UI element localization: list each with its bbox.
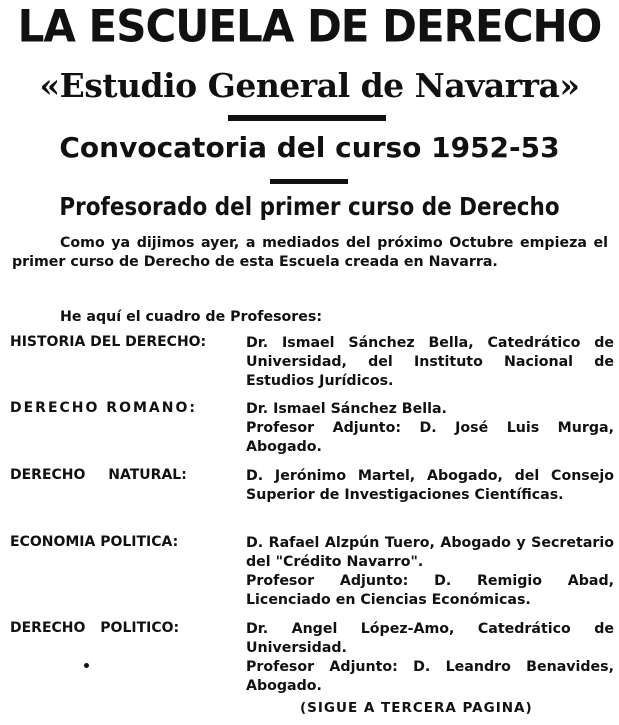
continuation-note: (SIGUE A TERCERA PAGINA) bbox=[300, 700, 533, 716]
divider-rule-small bbox=[270, 179, 348, 184]
subject-name: HISTORIA DEL DERECHO: bbox=[10, 334, 207, 350]
professor-line: D. Rafael Alzpún Tuero, Abogado y Secretario del "Crédito Navarro". bbox=[246, 535, 614, 570]
professor-line: D. Jerónimo Martel, Abogado, del Consejo Superior de Investigaciones Científicas. bbox=[246, 468, 614, 503]
subject-name: DERECHO NATURAL: bbox=[10, 467, 187, 483]
adjunct-line: Profesor Adjunto: D. Remigio Abad, Licenciado en Ciencias Económicas. bbox=[246, 573, 614, 608]
adjunct-line: Profesor Adjunto: D. Leandro Benavides, Abogado. bbox=[246, 659, 614, 694]
subject-description bbox=[246, 334, 614, 391]
subject-description bbox=[246, 467, 614, 505]
subheadline: «Estudio General de Navarra» bbox=[39, 66, 580, 105]
subject-name: DERECHO POLITICO: bbox=[10, 620, 180, 636]
convocatoria-title: Convocatoria del curso 1952-53 bbox=[59, 131, 560, 164]
adjunct-line: Profesor Adjunto: D. José Luis Murga, Abogado. bbox=[246, 420, 614, 455]
ink-speck bbox=[84, 663, 89, 668]
professor-line: Dr. Ismael Sánchez Bella. bbox=[246, 401, 447, 417]
section-title: Profesorado del primer curso de Derecho bbox=[59, 192, 560, 221]
professor-line: Dr. Angel López-Amo, Catedrático de Universidad. bbox=[246, 621, 614, 656]
intro-paragraph: Como ya dijimos ayer, a mediados del próximo Octubre empieza el primer curso de Derecho de esta Escuela creada en Navarra. bbox=[12, 235, 608, 270]
subject-name: ECONOMIA POLITICA: bbox=[10, 534, 179, 550]
divider-rule bbox=[228, 115, 386, 121]
list-intro: He aquí el cuadro de Profesores: bbox=[60, 309, 322, 325]
headline: LA ESCUELA DE DERECHO bbox=[17, 0, 602, 53]
subject-name: DERECHO ROMANO: bbox=[10, 400, 197, 416]
subject-description bbox=[246, 620, 614, 696]
subject-description bbox=[246, 534, 614, 610]
subject-description bbox=[246, 400, 614, 457]
professor-line: Dr. Ismael Sánchez Bella, Catedrático de Universidad, del Instituto Nacional de Estudios Jurídicos. bbox=[246, 335, 614, 389]
